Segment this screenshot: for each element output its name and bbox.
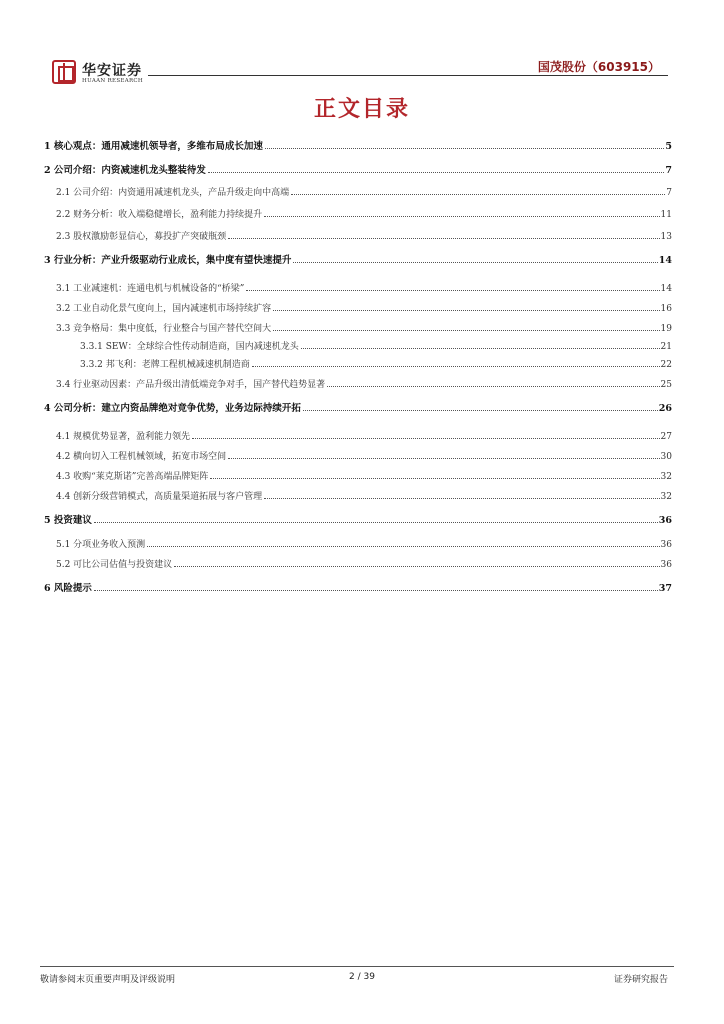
toc-entry-page: 14 bbox=[660, 284, 672, 294]
toc-entry-page: 21 bbox=[660, 342, 672, 352]
toc-entry-page: 7 bbox=[665, 165, 672, 176]
toc-leader-dots bbox=[147, 546, 659, 547]
footer-report-type: 证券研究报告 bbox=[613, 975, 668, 985]
toc-entry[interactable] bbox=[44, 374, 672, 390]
toc-entry-title: 3.2 工业自动化景气度向上，国内减速机市场持续扩容 bbox=[56, 304, 272, 314]
footer-divider bbox=[40, 966, 674, 967]
toc-leader-dots bbox=[291, 194, 665, 195]
toc-entry-title: 2.2 财务分析：收入端稳健增长，盈利能力持续提升 bbox=[56, 210, 263, 220]
toc-entry[interactable] bbox=[44, 318, 672, 334]
toc-entry-title: 5.2 可比公司估值与投资建议 bbox=[56, 560, 173, 570]
toc-entry[interactable] bbox=[44, 336, 672, 352]
stock-name: 国茂股份（603915） bbox=[537, 60, 660, 74]
toc-entry[interactable] bbox=[44, 486, 672, 502]
toc-entry-title: 1 核心观点：通用减速机领导者，多维布局成长加速 bbox=[44, 141, 263, 152]
toc-entry-page: 11 bbox=[660, 210, 672, 220]
toc-entry-page: 25 bbox=[660, 380, 672, 390]
toc-entry[interactable] bbox=[44, 534, 672, 550]
toc-entry[interactable] bbox=[44, 226, 672, 242]
toc-entry-page: 7 bbox=[666, 188, 672, 198]
toc-entry-title: 3.3.2 邦飞利：老牌工程机械减速机制造商 bbox=[80, 360, 250, 370]
toc-leader-dots bbox=[246, 290, 659, 291]
logo-seal-icon bbox=[52, 60, 76, 84]
toc-entry-page: 19 bbox=[660, 324, 672, 334]
toc-leader-dots bbox=[210, 478, 659, 479]
toc-entry[interactable] bbox=[44, 578, 672, 594]
toc-leader-dots bbox=[303, 410, 658, 411]
toc-leader-dots bbox=[264, 216, 659, 217]
toc-entry[interactable] bbox=[44, 426, 672, 442]
page-header bbox=[52, 58, 668, 90]
footer-disclaimer: 敬请参阅末页重要声明及评级说明 bbox=[40, 975, 176, 985]
toc-entry[interactable] bbox=[44, 398, 672, 414]
toc-entry-page: 26 bbox=[658, 403, 672, 414]
toc-entry-page: 5 bbox=[665, 141, 672, 152]
toc-entry[interactable] bbox=[44, 298, 672, 314]
toc-entry-title: 4.3 收购“莱克斯诺”完善高端品牌矩阵 bbox=[56, 472, 209, 482]
toc-leader-dots bbox=[293, 262, 657, 263]
toc-entry-title: 5.1 分项业务收入预测 bbox=[56, 540, 146, 550]
toc-entry-title: 3.3 竞争格局：集中度低，行业整合与国产替代空间大 bbox=[56, 324, 272, 334]
toc-leader-dots bbox=[174, 566, 659, 567]
toc-entry-page: 32 bbox=[660, 472, 672, 482]
toc-entry-title: 4.4 创新分级营销模式，高质量渠道拓展与客户管理 bbox=[56, 492, 263, 502]
toc-entry-page: 36 bbox=[658, 515, 672, 526]
toc-entry-title: 2 公司介绍：内资减速机龙头整装待发 bbox=[44, 165, 206, 176]
toc-entry-page: 32 bbox=[660, 492, 672, 502]
toc-entry-page: 13 bbox=[660, 232, 672, 242]
toc-entry-title: 2.1 公司介绍：内资通用减速机龙头，产品升级走向中高端 bbox=[56, 188, 290, 198]
toc-entry-title: 3.1 工业减速机：连通电机与机械设备的“桥梁” bbox=[56, 284, 245, 294]
toc-entry[interactable] bbox=[44, 354, 672, 370]
toc-entry[interactable] bbox=[44, 250, 672, 266]
toc-entry-page: 27 bbox=[660, 432, 672, 442]
toc-leader-dots bbox=[273, 310, 659, 311]
toc-leader-dots bbox=[327, 386, 659, 387]
page-title: 正文目录 bbox=[313, 96, 410, 122]
toc-entry[interactable] bbox=[44, 278, 672, 294]
toc-entry-page: 22 bbox=[660, 360, 672, 370]
toc-entry[interactable] bbox=[44, 204, 672, 220]
page-number: 2 / 39 bbox=[349, 972, 375, 982]
toc-entry-title: 3 行业分析：产业升级驱动行业成长，集中度有望快速提升 bbox=[44, 255, 292, 266]
toc-entry-page: 16 bbox=[660, 304, 672, 314]
toc-entry[interactable] bbox=[44, 160, 672, 176]
toc-leader-dots bbox=[94, 522, 658, 523]
toc-entry[interactable] bbox=[44, 510, 672, 526]
toc-entry[interactable] bbox=[44, 182, 672, 198]
toc-entry-page: 14 bbox=[658, 255, 672, 266]
toc-leader-dots bbox=[228, 458, 659, 459]
toc-entry-title: 4 公司分析：建立内资品牌绝对竞争优势，业务边际持续开拓 bbox=[44, 403, 301, 414]
toc-entry-title: 5 投资建议 bbox=[44, 515, 92, 526]
toc-entry-page: 36 bbox=[660, 540, 672, 550]
toc-entry-page: 30 bbox=[660, 452, 672, 462]
toc-leader-dots bbox=[228, 238, 659, 239]
toc-leader-dots bbox=[265, 148, 664, 149]
toc-entry-title: 4.2 横向切入工程机械领域，拓宽市场空间 bbox=[56, 452, 227, 462]
toc-entry[interactable] bbox=[44, 554, 672, 570]
toc-leader-dots bbox=[94, 590, 658, 591]
toc-entry[interactable] bbox=[44, 446, 672, 462]
toc-entry-page: 36 bbox=[660, 560, 672, 570]
toc-leader-dots bbox=[273, 330, 659, 331]
toc-entry-title: 4.1 规模优势显著，盈利能力领先 bbox=[56, 432, 191, 442]
toc-leader-dots bbox=[264, 498, 659, 499]
toc-entry-title: 6 风险提示 bbox=[44, 583, 92, 594]
toc-leader-dots bbox=[192, 438, 659, 439]
toc-entry-page: 37 bbox=[658, 583, 672, 594]
logo-name-cn: 华安证券 bbox=[82, 63, 142, 79]
toc-leader-dots bbox=[301, 348, 660, 349]
logo-name-en: HUAAN RESEARCH bbox=[82, 78, 144, 84]
toc-leader-dots bbox=[208, 172, 664, 173]
toc-leader-dots bbox=[252, 366, 660, 367]
company-logo bbox=[52, 58, 152, 90]
toc-entry-title: 3.3.1 SEW：全球综合性传动制造商，国内减速机龙头 bbox=[80, 342, 299, 352]
toc-entry[interactable] bbox=[44, 466, 672, 482]
header-divider bbox=[148, 75, 668, 76]
toc-entry[interactable] bbox=[44, 136, 672, 152]
toc-entry-title: 3.4 行业驱动因素：产品升级出清低端竞争对手，国产替代趋势显著 bbox=[56, 380, 326, 390]
toc-entry-title: 2.3 股权激励彰显信心，募投扩产突破瓶颈 bbox=[56, 232, 227, 242]
